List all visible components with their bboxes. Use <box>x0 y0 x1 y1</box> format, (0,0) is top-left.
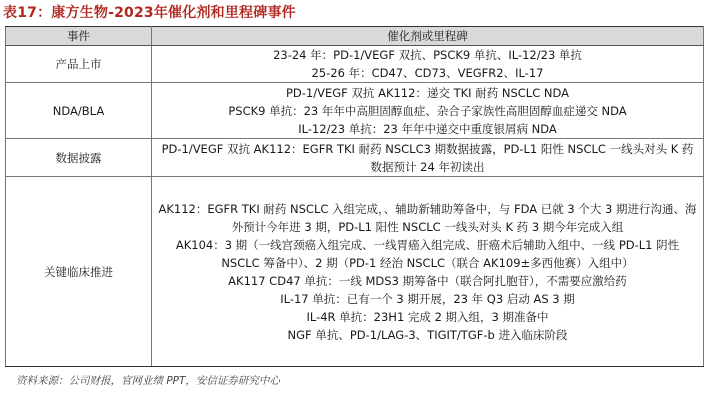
header-catalyst: 催化剂或里程碑 <box>152 27 704 46</box>
row-category: 产品上市 <box>6 46 152 83</box>
row-detail <box>152 83 704 139</box>
detail-line: AK104：3 期（一线宫颈癌入组完成、一线胃癌入组完成、肝癌术后辅助入组中、一线 PD-L1 阴性 NSCLC 筹备中）、2 期（PD-1 经治 NSCLC（联合 AK109±多西他赛）入组中） <box>175 237 680 270</box>
detail-line: AK112：EGFR TKI 耐药 NSCLC 入组完成，、辅助新辅助筹备中，与 FDA 已就 3 个大 3 期进行沟通、海外预计今年进 3 期，PD-L1 阳性 NSCLC 一线头对头 K 药 3 期今年完成入组 <box>158 201 697 234</box>
source-note: 资料来源：公司财报，官网业绩 PPT，安信证券研究中心 <box>16 375 280 387</box>
row-detail <box>152 46 704 83</box>
detail-line: PD-1/VEGF 双抗 AK112：递交 TKI 耐药 NSCLC NDA <box>285 85 570 100</box>
table-header-row <box>6 27 704 46</box>
detail-line: IL-17 单抗：已有一个 3 期开展，23 年 Q3 启动 AS 3 期 <box>280 291 575 306</box>
row-category: 数据披露 <box>6 139 152 177</box>
detail-line: 25-26 年：CD47、CD73、VEGFR2、IL-17 <box>311 66 544 80</box>
row-detail <box>152 177 704 367</box>
table-row <box>6 177 704 367</box>
row-category: 关键临床推进 <box>6 177 152 367</box>
table-row <box>6 139 704 177</box>
row-detail <box>152 139 704 177</box>
detail-line: 23-24 年：PD-1/VEGF 双抗、PSCK9 单抗、IL-12/23 单抗 <box>273 48 582 62</box>
detail-line: PSCK9 单抗：23 年年中高胆固醇血症、杂合子家族性高胆固醇血症递交 NDA <box>228 103 627 118</box>
table-row <box>6 46 704 83</box>
catalyst-table <box>5 26 704 367</box>
detail-line: AK117 CD47 单抗：一线 MDS3 期筹备中（联合阿扎胞苷），不需要应激给药 <box>228 273 627 288</box>
detail-line: PD-1/VEGF 双抗 AK112：EGFR TKI 耐药 NSCLC3 期数据披露，PD-L1 阳性 NSCLC 一线头对头 K 药数据预计 24 年初读出 <box>161 141 694 174</box>
table-row <box>6 83 704 139</box>
detail-line: NGF 单抗、PD-1/LAG-3、TIGIT/TGF-b 进入临床阶段 <box>287 327 568 342</box>
row-category: NDA/BLA <box>6 83 152 139</box>
header-event: 事件 <box>6 27 152 46</box>
detail-line: IL-12/23 单抗：23 年年中递交中重度银屑病 NDA <box>298 121 557 136</box>
detail-line: IL-4R 单抗：23H1 完成 2 期入组，3 期准备中 <box>306 309 549 324</box>
table-title: 表17：康方生物-2023年催化剂和里程碑事件 <box>3 5 296 21</box>
